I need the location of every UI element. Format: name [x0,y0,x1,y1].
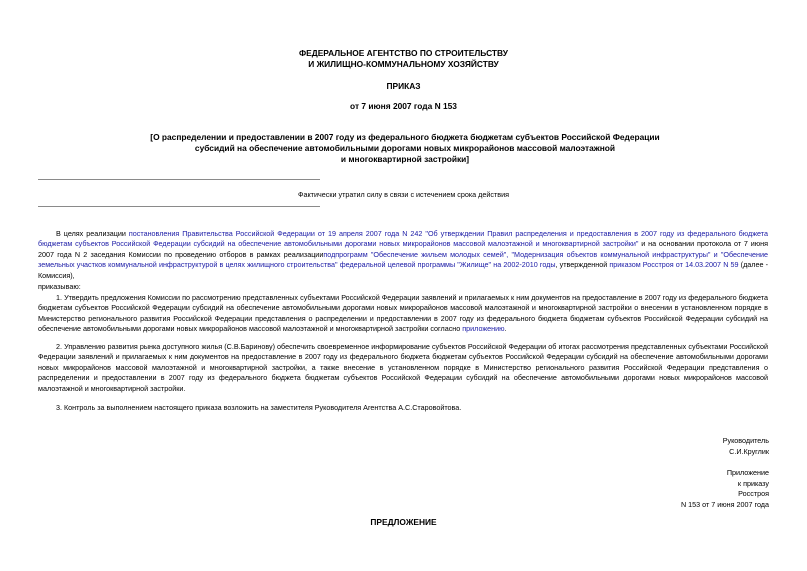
agency-name-line2: И ЖИЛИЩНО-КОММУНАЛЬНОМУ ХОЗЯЙСТВУ [308,59,499,69]
status-note: Фактически утратил силу в связи с истечением срока действия [298,190,509,199]
item-1-text: 1. Утвердить предложения Комиссии по рассмотрению представленных субъектами Российской Федерации заявлений и прилагаемых к ним документов на предоставление в 2007 году из федерального бюджета бюджетам субъектов Российской Федерации субсидий на обеспечение автомобильными дорогами новых микрорайонов массовой малоэтажной и многоквартирной застройки о внесении в установленном порядке в Министерство регионального развития Российской Федерации представления о распределении и предоставлении в 2007 году из федерального бюджета бюджетам субъектов Российской Федерации субсидий на обеспечение автомобильными дорогами новых микрорайонов массовой малоэтажной и многоквартирной застройки согласно [38,293,768,334]
appendix-ref-line1: Приложение [726,468,769,477]
appendix-ref-line2: к приказу [737,479,769,488]
order-word: приказываю: [38,282,81,291]
preamble-text-4: (далее - Комиссия), [38,260,768,280]
preamble-paragraph [38,229,768,281]
government-decree-link[interactable]: постановления Правительства Российской Федерации от 19 апреля 2007 года N 242 "Об утверждении Правил распределения и предоставления в 2007 году из федерального бюджета бюджетам субъектов Российской Федерации субсидий на обеспечение автомобильными дорогами новых микрорайонов массовой малоэтажной и многоквартирной застройки" [38,229,768,249]
preamble-text-2: и на основании протокола от 7 июня 2007 года N 2 заседания Комиссии по проведению отборов в рамках реализации [38,239,768,259]
subprograms-link[interactable]: подпрограмм "Обеспечение жильем молодых семей", "Модернизация объектов коммунальной инфраструктуры" и "Обеспечение земельных участков коммунальной инфраструктурой в целях жилищного строительства" федеральной целевой программы "Жилище" на 2002-2010 годы [38,249,768,270]
section-heading: ПРЕДЛОЖЕНИЕ [370,517,437,527]
appendix-link[interactable]: приложению [462,324,505,334]
appendix-ref-line4: N 153 от 7 июня 2007 года [680,500,769,509]
preamble-text-1: В целях реализации [56,229,129,238]
doc-date: от 7 июня 2007 года N 153 [350,101,457,111]
signature-position: Руководитель [722,436,769,445]
rosstroy-order-link[interactable]: приказом Росстроя от 14.03.2007 N 59 [609,260,739,270]
item-1-end: . [504,324,507,334]
doc-title-line3: и многоквартирной застройки] [340,154,470,164]
item-1-paragraph [38,293,768,335]
signature-name: С.И.Круглик [729,447,769,456]
doc-type: ПРИКАЗ [386,81,421,91]
doc-title-line1: [О распределении и предоставлении в 2007 году из федерального бюджета бюджетам субъектов Российской Федерации [150,132,660,142]
top-divider [38,179,320,180]
item-3-paragraph: 3. Контроль за выполнением настоящего приказа возложить на заместителя Руководителя Агентства А.С.Старовойтова. [56,403,462,412]
doc-title-line2: субсидий на обеспечение автомобильными дорогами новых микрорайонов массовой малоэтажной [194,143,616,153]
bottom-divider [38,206,320,207]
item-2-paragraph: 2. Управлению развития рынка доступного жилья (С.В.Баринову) обеспечить своевременное информирование субъектов Российской Федерации об итогах рассмотрения представленных субъектами Российской Федерации заявлений и прилагаемых к ним документов на предоставление в 2007 году из федерального бюджета бюджетам субъектов Российской Федерации субсидий на обеспечение автомобильными дорогами новых микрорайонов массовой малоэтажной и многоквартирной застройки, а также внесение в установленном порядке в Министерство регионального развития Российской Федерации представления о распределении и предоставлении в 2007 году из федерального бюджета бюджетам субъектов Российской Федерации субсидий на обеспечение автомобильными дорогами новых микрорайонов массовой малоэтажной и многоквартирной застройки. [38,342,768,393]
preamble-text-3: , утвержденной [555,260,610,270]
appendix-ref-line3: Росстроя [738,489,769,498]
agency-name-line1: ФЕДЕРАЛЬНОЕ АГЕНТСТВО ПО СТРОИТЕЛЬСТВУ [299,48,508,58]
